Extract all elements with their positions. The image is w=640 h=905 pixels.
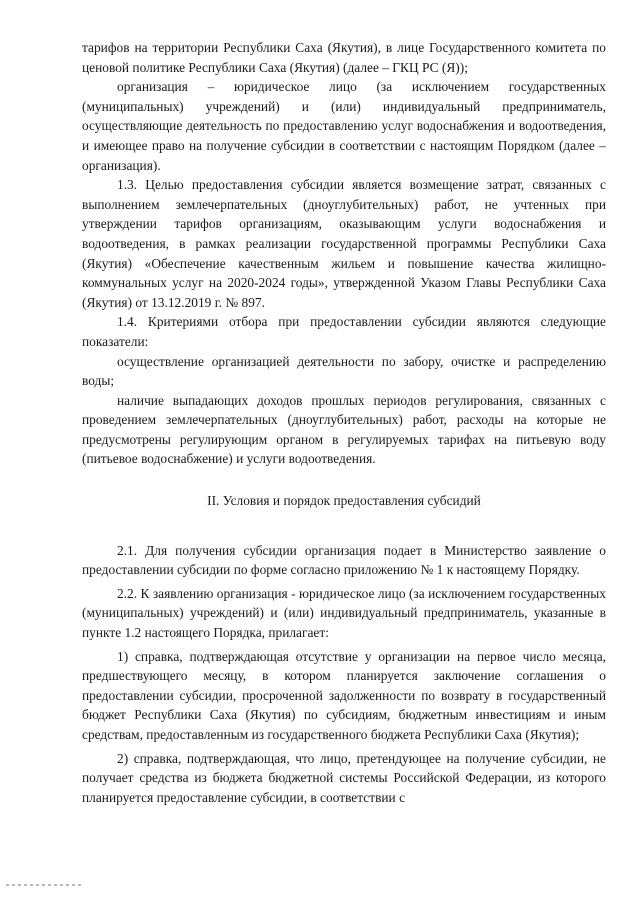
scan-artifact [6, 884, 84, 886]
section-heading-ii: II. Условия и порядок предоставления субсидий [207, 493, 481, 509]
paragraph-2-1-application: 2.1. Для получения субсидии организация подает в Министерство заявление о предоставлении субсидии по форме согласно приложению № 1 к настоящему Порядку. [82, 542, 606, 578]
paragraph-2-2-attachments: 2.2. К заявлению организация - юридическое лицо (за исключением государственных (муниципальных) учреждений) и (или) индивидуальный предприниматель, указанные в пункте 1.2 настоящего Порядка, прилагает: [82, 585, 606, 641]
paragraph-criterion-water: осуществление организацией деятельности по забору, очистке и распределению воды; [82, 353, 606, 389]
paragraph-item-1-certificate: 1) справка, подтверждающая отсутствие у организации на первое число месяца, предшествующего месяцу, в котором планируется заключение соглашения о предоставлении субсидии, просроченной задолженности по возврату в государственный бюджет Республики Саха (Якутия) по субсидиям, бюджетным инвестициям и иным средствам, предоставленным из государственного бюджета Республики Саха (Якутия); [82, 648, 606, 742]
paragraph-criterion-income: наличие выпадающих доходов прошлых периодов регулирования, связанных с проведением землечерпательных (дноуглубительных) работ, расходы на которые не предусмотрены регулирующим органом в регулируемых тарифах на питьевую воду (питьевое водоснабжение) и услуги водоотведения. [82, 392, 606, 467]
paragraph-tariffs-gkc: тарифов на территории Республики Саха (Якутия), в лице Государственного комитета по ценовой политике Республики Саха (Якутия) (далее – ГКЦ РС (Я)); [82, 40, 606, 75]
paragraph-item-2-certificate: 2) справка, подтверждающая, что лицо, претендующее на получение субсидии, не получает средства из бюджета бюджетной системы Российской Федерации, из которого планируется предоставление субсидии, в соответствии с [82, 750, 606, 805]
paragraph-1-4-criteria: 1.4. Критериями отбора при предоставлении субсидии являются следующие показатели: [82, 314, 606, 349]
paragraph-organization-definition: организация – юридическое лицо (за исключением государственных (муниципальных) учреждений) и (или) индивидуальный предприниматель, осуществляющие деятельность по предоставлению услуг водоснабжения и водоотведения, и имеющее право на получение субсидии в соответствии с настоящим Порядком (далее – организация). [82, 79, 606, 173]
document-page [82, 38, 606, 807]
paragraph-1-3-purpose: 1.3. Целью предоставления субсидии является возмещение затрат, связанных с выполнением землечерпательных (дноуглубительных) работ, не учтенных при утверждении тарифов организациям, оказывающим услуги водоснабжения и водоотведения, в рамках реализации государственной программы Республики Саха (Якутия) «Обеспечение качественным жильем и повышение качества жилищно-коммунальных услуг на 2020-2024 годы», утвержденной Указом Главы Республики Саха (Якутия) от 13.12.2019 г. № 897. [82, 177, 606, 310]
